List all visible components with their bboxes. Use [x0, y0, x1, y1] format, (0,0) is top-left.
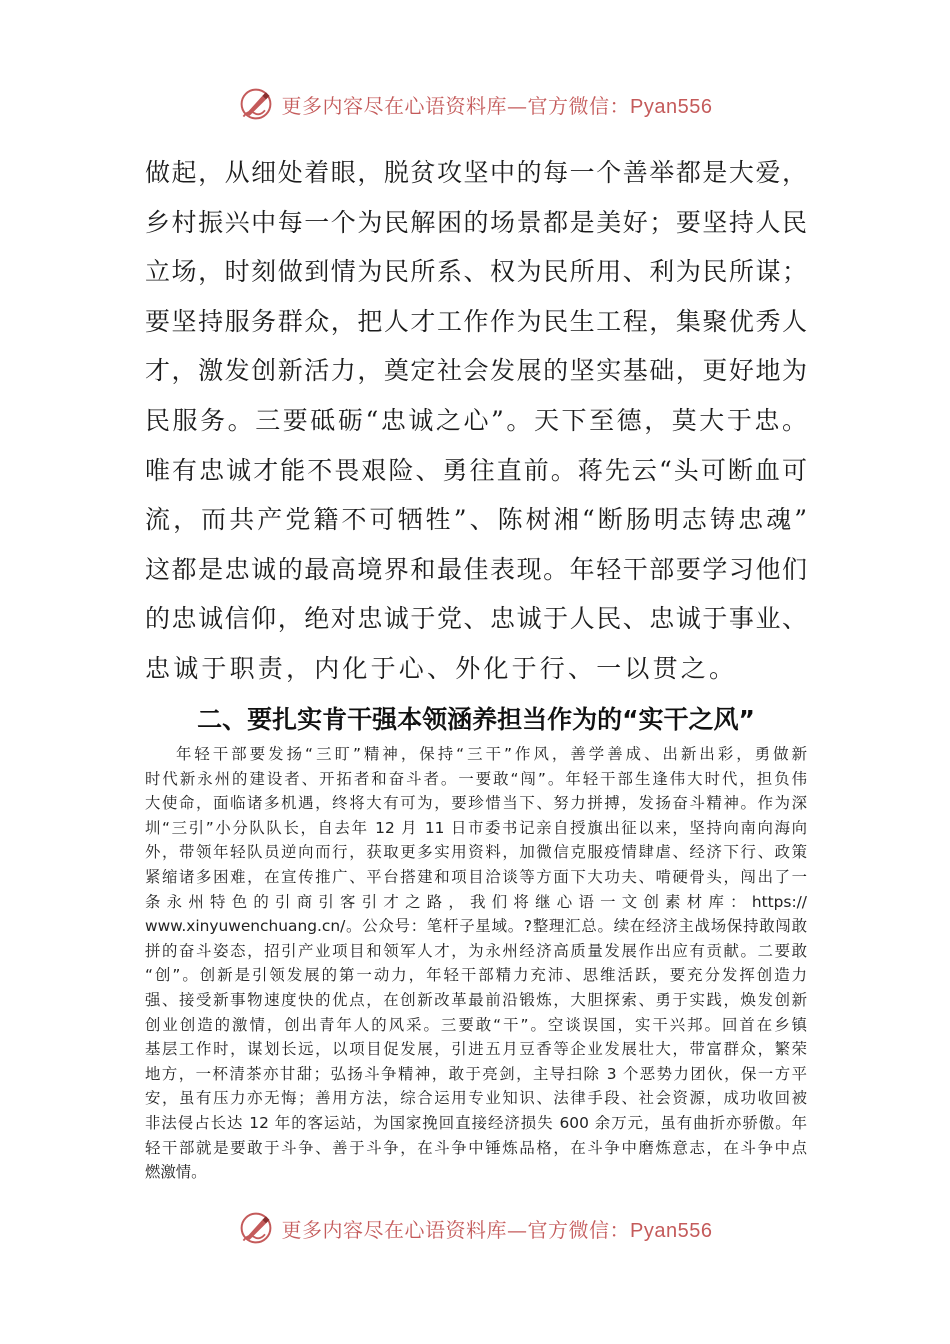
banner-text — [282, 1214, 713, 1243]
paragraph-line: 流，而共产党籍不可牺牲”、陈树湘“断肠明志铸忠魂” — [145, 505, 807, 535]
paragraph-line: 这都是忠诚的最高境界和最佳表现。年轻干部要学习他们 — [145, 554, 807, 584]
paragraph-line: 圳“三引”小分队队长，自去年 12 月 11 日市委书记亲自授旗出征以来，坚持向南向海向 — [145, 818, 807, 837]
pen-logo-icon — [238, 1210, 274, 1246]
paragraph-line: 非法侵占长达 12 年的客运站，为国家挽回直接经济损失 600 余万元，虽有曲折亦骄傲。年 — [145, 1113, 807, 1132]
wechat-id: Pyan556 — [630, 95, 713, 118]
pen-logo-icon — [238, 86, 274, 122]
banner-label: 更多内容尽在心语资料库—官方微信： — [281, 93, 631, 118]
paragraph-line: 创业创造的激情，创出青年人的风采。三要敢“干”。空谈误国，实干兴邦。回首在乡镇 — [145, 1015, 807, 1034]
banner-label: 更多内容尽在心语资料库—官方微信： — [281, 1217, 631, 1242]
paragraph-line: 年轻干部要发扬“三盯”精神，保持“三干”作风，善学善成、出新出彩，勇做新 — [176, 745, 807, 763]
footer-banner — [0, 1206, 950, 1250]
paragraph-line: 条永州特色的引商引客引才之路，我们将继心语一文创素材库：https:// — [145, 892, 807, 911]
paragraph-line: 要坚持服务群众，把人才工作作为民生工程，集聚优秀人 — [145, 306, 807, 336]
paragraph-line: 唯有忠诚才能不畏艰险、勇往直前。蒋先云“头可断血可 — [145, 455, 807, 485]
paragraph-line: 安，虽有压力亦无悔；善用方法，综合运用专业知识、法律手段、社会资源，成功收回被 — [145, 1089, 807, 1108]
paragraph-line: 做起，从细处着眼，脱贫攻坚中的每一个善举都是大爱， — [145, 158, 807, 187]
paragraph-line: 外，带领年轻队员逆向而行，获取更多实用资料，加微信克服疫情肆虐、经济下行、政策 — [145, 843, 807, 862]
paragraph-line: 轻干部就是要敢于斗争、善于斗争，在斗争中锤炼品格，在斗争中磨炼意志，在斗争中点 — [145, 1138, 807, 1157]
header-banner — [0, 82, 950, 126]
paragraph-line: 时代新永州的建设者、开拓者和奋斗者。一要敢“闯”。年轻干部生逢伟大时代，担负伟 — [145, 769, 807, 788]
paragraph-line: 燃激情。 — [145, 1163, 207, 1182]
banner-text — [282, 90, 713, 119]
paragraph-line: “创”。创新是引领发展的第一动力，年轻干部精力充沛、思维活跃，要充分发挥创造力 — [145, 966, 807, 985]
wechat-id: Pyan556 — [630, 1219, 713, 1242]
paragraph-line: 强、接受新事物速度快的优点，在创新改革最前沿锻炼，大胆探索、勇于实践，焕发创新 — [145, 990, 807, 1009]
paragraph-line: www.xinyuwenchuang.cn/。公众号：笔杆子星域。?整理汇总。续在经济主战场保持敢闯敢 — [145, 917, 807, 936]
paragraph-line: 紧缩诸多困难，在宣传推广、平台搭建和项目洽谈等方面下大功夫、啃硬骨头，闯出了一 — [145, 867, 807, 886]
paragraph-line: 立场，时刻做到情为民所系、权为民所用、利为民所谋； — [145, 257, 807, 287]
paragraph-line: 基层工作时，谋划长远，以项目促发展，引进五月豆香等企业发展壮大，带富群众，繁荣 — [145, 1040, 807, 1059]
paragraph-line: 乡村振兴中每一个为民解困的场景都是美好；要坚持人民 — [145, 207, 807, 237]
paragraph-line: 地方，一杯清茶亦甘甜；弘扬斗争精神，敢于亮剑，主导扫除 3 个恶势力团伙，保一方平 — [145, 1064, 807, 1083]
paragraph-line: 的忠诚信仰，绝对忠诚于党、忠诚于人民、忠诚于事业、 — [145, 604, 807, 634]
section-heading: 二、要扎实肯干强本领涵养担当作为的“实干之风” — [197, 705, 755, 734]
section-paragraph — [145, 742, 807, 1185]
paragraph-line: 大使命，面临诸多机遇，终将大有可为，要珍惜当下、努力拼搏，发扬奋斗精神。作为深 — [145, 794, 807, 813]
paragraph-line: 忠诚于职责，内化于心、外化于行、一以贯之。 — [145, 653, 738, 683]
continued-paragraph — [145, 148, 807, 694]
paragraph-line: 民服务。三要砥砺“忠诚之心”。天下至德，莫大于忠。 — [145, 405, 807, 435]
paragraph-line: 才，激发创新活力，奠定社会发展的坚实基础，更好地为 — [145, 356, 807, 386]
paragraph-line: 拼的奋斗姿态，招引产业项目和领军人才，为永州经济高质量发展作出应有贡献。二要敢 — [145, 941, 807, 960]
